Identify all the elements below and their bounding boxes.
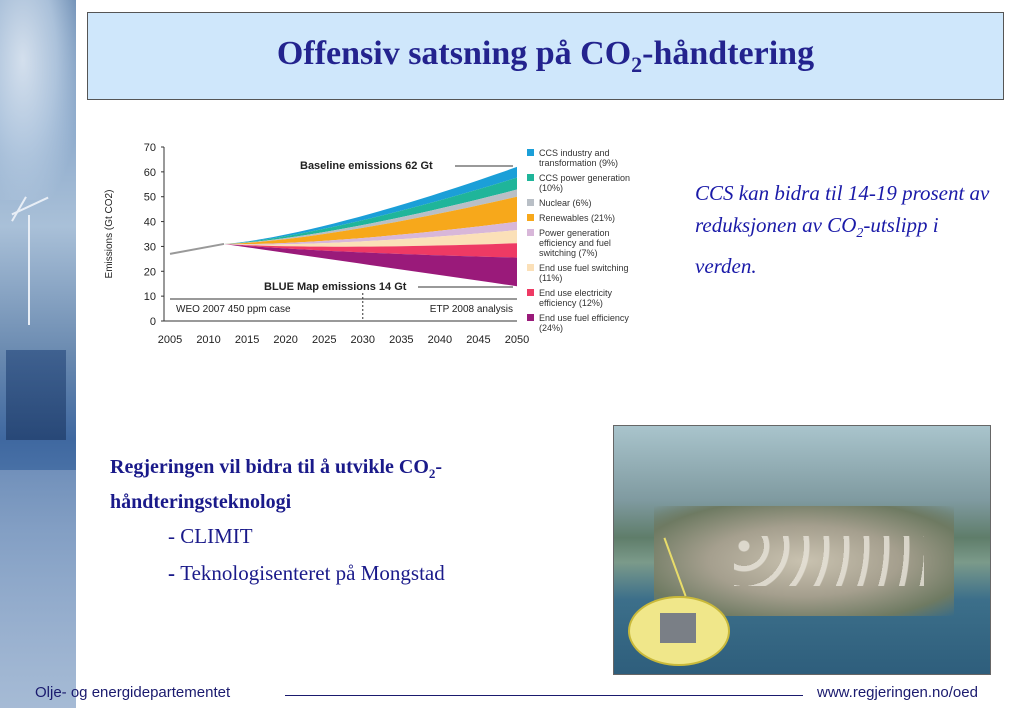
etp-label: ETP 2008 analysis — [429, 304, 513, 315]
footer-url[interactable]: www.regjeringen.no/oed — [817, 684, 978, 701]
y-tick-label: 40 — [143, 216, 156, 229]
government-lead: Regjeringen vil bidra til å utvikle $CO_2$-håndteringsteknologi — [110, 456, 443, 513]
oil-rig-image — [6, 350, 66, 440]
side-decor-strip — [0, 0, 76, 708]
legend-entry: CCS industry and — [539, 148, 610, 158]
legend-entry: transformation (9%) — [539, 158, 619, 168]
x-tick-label: 2030 — [350, 334, 376, 346]
y-axis-label: Emissions (Gt CO2) — [104, 189, 115, 279]
photo-zoom-callout — [628, 596, 730, 666]
y-tick-label: 30 — [143, 241, 156, 254]
x-tick-label: 2015 — [234, 334, 260, 346]
y-tick-label: 50 — [143, 191, 156, 204]
chart-legend — [527, 148, 630, 333]
legend-entry: efficiency and fuel — [539, 238, 611, 248]
y-tick-label: 0 — [149, 316, 156, 328]
strip-fade — [0, 470, 76, 708]
trunk-line — [170, 244, 224, 254]
legend-entry: CCS power generation — [539, 173, 631, 183]
legend-swatch — [527, 214, 534, 221]
x-tick-label: 2045 — [466, 334, 491, 346]
x-tick-label: 2005 — [157, 334, 183, 346]
legend-swatch — [527, 264, 534, 271]
legend-entry: (24%) — [539, 323, 564, 333]
legend-entry: efficiency (12%) — [539, 298, 603, 308]
footer-divider — [285, 695, 803, 696]
legend-entry: Power generation — [539, 228, 610, 238]
x-tick-label: 2040 — [427, 334, 453, 346]
y-tick-label: 10 — [143, 291, 156, 304]
legend-entry: Renewables (21%) — [539, 213, 616, 223]
legend-swatch — [527, 199, 534, 206]
legend-swatch — [527, 314, 534, 321]
blue-map-label: BLUE Map emissions 14 Gt — [264, 281, 407, 293]
x-tick-label: 2020 — [273, 334, 298, 346]
mongstad-aerial-photo — [613, 425, 991, 675]
x-tick-label: 2010 — [196, 334, 221, 346]
legend-entry: End use fuel switching — [539, 263, 629, 273]
x-tick-label: 2050 — [504, 334, 530, 346]
legend-swatch — [527, 174, 534, 181]
weo-label: WEO 2007 450 ppm case — [176, 304, 291, 315]
y-tick-label: 70 — [143, 142, 156, 154]
list-item: - CLIMIT — [168, 524, 253, 548]
legend-entry: Nuclear (6%) — [539, 198, 592, 208]
legend-swatch — [527, 229, 534, 236]
emissions-chart — [100, 135, 660, 355]
legend-entry: (11%) — [539, 273, 563, 283]
slide-title: Offensiv satsning på $CO_2$-håndtering — [276, 34, 815, 77]
plot-area — [170, 167, 517, 286]
y-tick-label: 20 — [143, 266, 156, 279]
legend-swatch — [527, 289, 534, 296]
x-tick-label: 2025 — [311, 334, 337, 346]
sky-image — [0, 0, 76, 200]
baseline-label: Baseline emissions 62 Gt — [300, 160, 433, 172]
list-item: - Teknologisenteret på Mongstad — [168, 561, 445, 585]
y-tick-label: 60 — [143, 166, 156, 179]
x-tick-label: 2035 — [389, 334, 414, 346]
wind-turbine-image — [28, 215, 30, 325]
footer-ministry: Olje- og energidepartementet — [35, 684, 231, 701]
legend-entry: End use electricity — [539, 288, 613, 298]
legend-entry: End use fuel efficiency — [539, 313, 629, 323]
title-box — [87, 12, 1004, 100]
legend-entry: switching (7%) — [539, 248, 598, 258]
government-block — [110, 453, 580, 593]
legend-entry: (10%) — [539, 183, 564, 193]
ccs-note: CCS kan bidra til 14-19 prosent av reduksjonen av $CO_2$-utslipp i verden. — [695, 181, 990, 279]
photo-tanks — [734, 536, 924, 586]
photo-building — [660, 613, 696, 643]
legend-swatch — [527, 149, 534, 156]
